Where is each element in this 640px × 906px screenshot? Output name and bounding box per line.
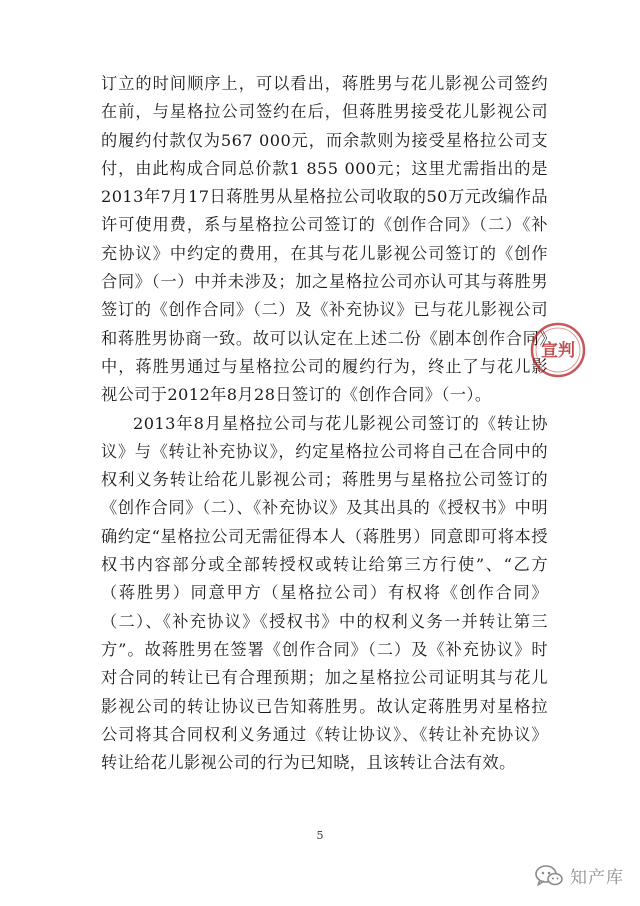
wechat-icon: [534, 864, 564, 888]
paragraph-1: 订立的时间顺序上，可以看出，蒋胜男与花儿影视公司签约在前，与星格拉公司签约在后，但蒋胜男接受花儿影视公司的履约付款仅为567 000元，而余款则为接受星格拉公司支付，由此构成合同总价款1 855 000元；这里尤需指出的是2013年7月17日蒋胜男从星格拉公司收取的50万元改编作品许可使用费，系与星格拉公司签订的《创作合同》（二）《补充协议》中约定的费用，在其与花儿影视公司签订的《创作合同》（一）中并未涉及；加之星格拉公司亦认可其与蒋胜男签订的《创作合同》（二）及《补充协议》已与花儿影视公司和蒋胜男协商一致。故可以认定在上述二份《剧本创作合同》中，蒋胜男通过与星格拉公司的履约行为，终止了与花儿影视公司于2012年8月28日签订的《创作合同》（一）。: [101, 74, 548, 405]
document-body: [101, 70, 548, 777]
svg-text:宣判: 宣判: [541, 341, 575, 361]
watermark: [534, 863, 624, 888]
paragraph-2: 2013年8月星格拉公司与花儿影视公司签订的《转让协议》与《转让补充协议》，约定星格拉公司将自己在合同中的权利义务转让给花儿影视公司；蒋胜男与星格拉公司签订的《创作合同》（二）、《补充协议》及其出具的《授权书》中明确约定“星格拉公司无需征得本人（蒋胜男）同意即可将本授权书内容部分或全部转授权或转让给第三方行使”、“乙方（蒋胜男）同意甲方（星格拉公司）有权将《创作合同》（二）、《补充协议》《授权书》中的权利义务一并转让第三方”。故蒋胜男在签署《创作合同》（二）及《补充协议》时对合同的转让已有合理预期；加之星格拉公司证明其与花儿影视公司的转让协议已告知蒋胜男。故认定蒋胜男对星格拉公司将其合同权利义务通过《转让协议》、《转让补充协议》转让给花儿影视公司的行为已知晓，且该转让合法有效。: [101, 413, 548, 773]
page-number: 5: [316, 829, 324, 842]
watermark-text: 知产库: [570, 868, 624, 888]
